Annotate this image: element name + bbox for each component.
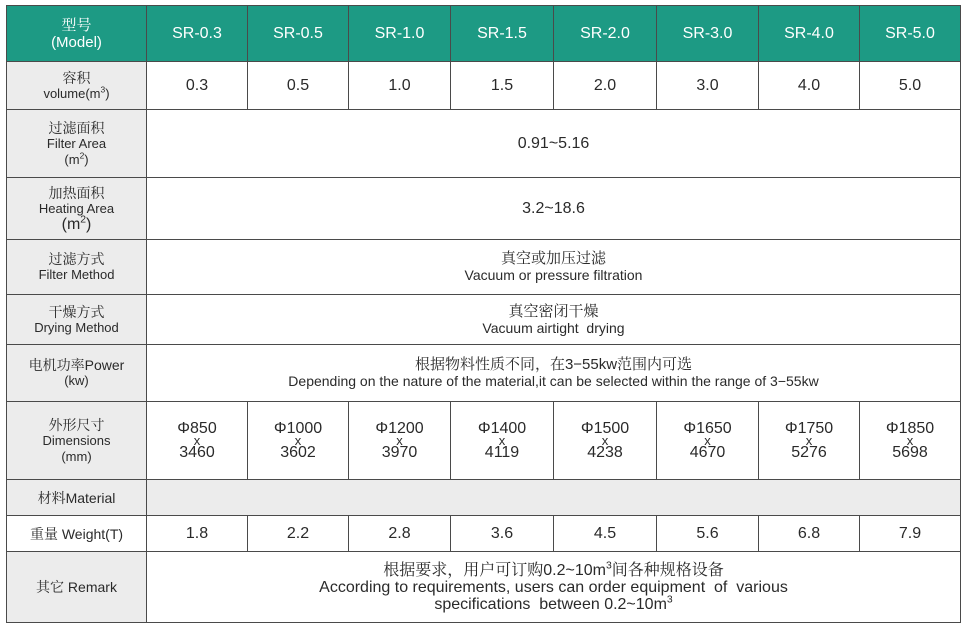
drying-method-value-cn: 真空密闭干燥 xyxy=(508,302,599,320)
remark-label: 其它 Remark xyxy=(7,552,147,623)
volume-cell: 0.3 xyxy=(147,62,248,110)
weight-cell: 2.8 xyxy=(349,516,451,552)
weight-row xyxy=(7,516,961,552)
filter-method-label-en: Filter Method xyxy=(38,267,115,282)
filter-method-value-cn: 真空或加压过滤 xyxy=(500,250,606,267)
volume-cell: 1.0 xyxy=(349,62,451,110)
header-row xyxy=(7,6,961,62)
power-row xyxy=(7,345,961,402)
power-value-cn: 根据物料性质不同，在3−55kw范围内可选 xyxy=(414,356,693,373)
weight-cell: 7.9 xyxy=(860,516,961,552)
dimension-cell: Φ1500 x 4238 xyxy=(554,402,657,480)
drying-method-value xyxy=(147,295,961,345)
filter-area-label-en: Filter Area xyxy=(46,135,107,151)
drying-method-row xyxy=(7,295,961,345)
remark-row xyxy=(7,552,961,623)
filter-method-value-en: Vacuum or pressure filtration xyxy=(464,267,643,283)
filter-method-row xyxy=(7,240,961,295)
dimension-cell: Φ1850 x 5698 xyxy=(860,402,961,480)
weight-cell: 3.6 xyxy=(451,516,554,552)
material-value xyxy=(147,480,961,516)
model-label-en: (Model) xyxy=(51,33,102,51)
dimension-cell: Φ1650 x 4670 xyxy=(657,402,759,480)
volume-label-en: $volume(m^3)$ xyxy=(43,84,110,101)
drying-method-label-en: Drying Method xyxy=(34,319,119,335)
model-label xyxy=(7,6,147,62)
model-header: SR-4.0 xyxy=(759,6,860,62)
heating-area-label-cn: 加热面积 xyxy=(48,184,105,201)
material-row xyxy=(7,480,961,516)
volume-label-cn: 容积 xyxy=(62,69,91,86)
dimension-cell: Φ1400 x 4119 xyxy=(451,402,554,480)
dimension-cell: Φ1000 x 3602 xyxy=(248,402,349,480)
volume-cell: 1.5 xyxy=(451,62,554,110)
remark-line-1: 根据要求，用户可订购$0.2\sim 10m^3$间各种规格设备 xyxy=(383,560,724,579)
filter-area-value: 0.91~5.16 xyxy=(147,110,961,178)
spec-table xyxy=(6,5,961,623)
heating-area-unit: $(m^2)$ xyxy=(61,214,92,233)
weight-label: 重量 Weight(T) xyxy=(7,516,147,552)
power-label xyxy=(7,345,147,402)
power-label-cn: 电机功率Power xyxy=(28,357,125,373)
dimensions-label xyxy=(7,402,147,480)
weight-cell: 4.5 xyxy=(554,516,657,552)
model-header: SR-2.0 xyxy=(554,6,657,62)
drying-method-label-cn: 干燥方式 xyxy=(48,303,105,320)
dimension-cell: Φ850 x 3460 xyxy=(147,402,248,480)
filter-method-label xyxy=(7,240,147,295)
dimensions-label-cn: 外形尺寸 xyxy=(48,416,105,433)
model-label-cn: 型号 xyxy=(61,16,92,34)
dimension-cell: Φ1750 x 5276 xyxy=(759,402,860,480)
drying-method-value-en: Vacuum airtight drying xyxy=(482,319,625,336)
volume-cell: 4.0 xyxy=(759,62,860,110)
heating-area-value: 3.2~18.6 xyxy=(147,178,961,240)
weight-cell: 1.8 xyxy=(147,516,248,552)
filter-area-label-cn: 过滤面积 xyxy=(48,119,105,136)
remark-line-3: specifications between $0.2\sim 10m^3$ xyxy=(434,594,673,613)
model-header: SR-5.0 xyxy=(860,6,961,62)
volume-label xyxy=(7,62,147,110)
filter-area-row xyxy=(7,110,961,178)
dimension-cell: Φ1200 x 3970 xyxy=(349,402,451,480)
filter-area-label xyxy=(7,110,147,178)
weight-cell: 6.8 xyxy=(759,516,860,552)
model-header: SR-3.0 xyxy=(657,6,759,62)
drying-method-label xyxy=(7,295,147,345)
dimensions-label-unit: (mm) xyxy=(61,448,92,464)
weight-cell: 2.2 xyxy=(248,516,349,552)
model-header: SR-0.5 xyxy=(248,6,349,62)
volume-cell: 0.5 xyxy=(248,62,349,110)
model-header: SR-1.0 xyxy=(349,6,451,62)
model-header: SR-1.5 xyxy=(451,6,554,62)
heating-area-label xyxy=(7,178,147,240)
dimensions-label-en: Dimensions xyxy=(42,432,111,448)
model-header: SR-0.3 xyxy=(147,6,248,62)
heating-area-label-en: Heating Area xyxy=(38,200,115,216)
material-label: 材料Material xyxy=(7,480,147,516)
filter-method-value xyxy=(147,240,961,295)
weight-cell: 5.6 xyxy=(657,516,759,552)
power-value xyxy=(147,345,961,402)
filter-method-label-cn: 过滤方式 xyxy=(48,251,105,267)
volume-cell: 2.0 xyxy=(554,62,657,110)
remark-line-2: According to requirements, users can order equipment of various xyxy=(319,578,788,596)
power-value-en: Depending on the nature of the material,it can be selected within the range of 3−55kw xyxy=(288,373,819,389)
volume-row xyxy=(7,62,961,110)
remark-value xyxy=(147,552,961,623)
power-label-en: (kw) xyxy=(64,373,89,388)
volume-cell: 5.0 xyxy=(860,62,961,110)
dimensions-row xyxy=(7,402,961,480)
heating-area-row xyxy=(7,178,961,240)
volume-cell: 3.0 xyxy=(657,62,759,110)
filter-area-unit: $(m^2)$ xyxy=(64,150,89,167)
